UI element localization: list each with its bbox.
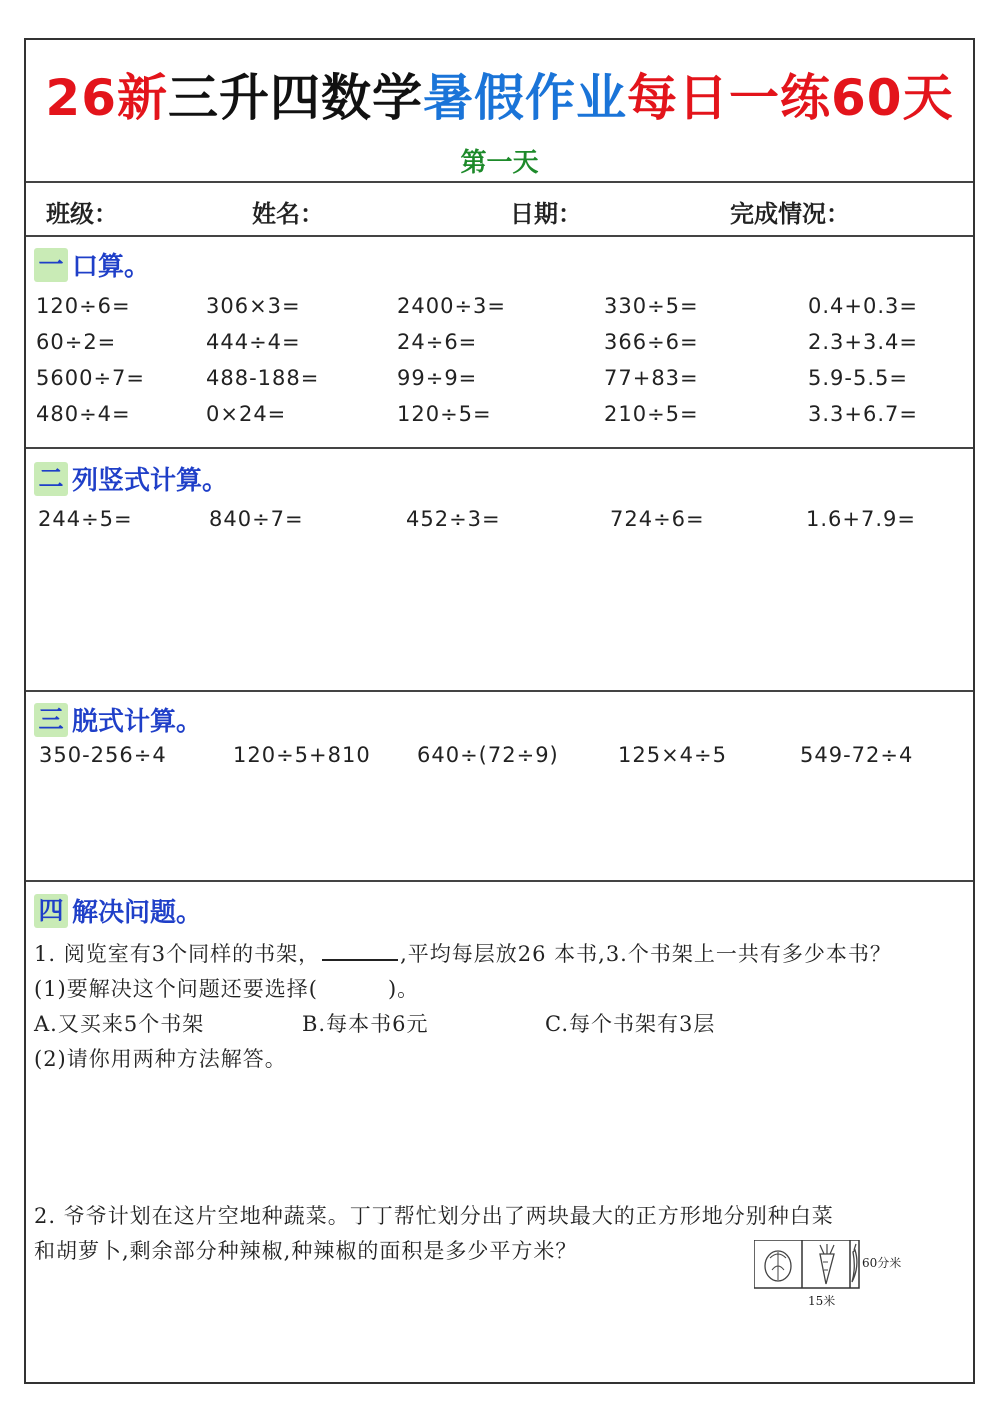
vertical-calc-item: 1.6+7.9=	[806, 507, 916, 531]
section-title: 解决问题。	[72, 898, 203, 928]
section-1-header	[34, 246, 150, 283]
step-calc-item: 125×4÷5	[618, 743, 727, 767]
name-label: 姓名：	[252, 200, 324, 228]
section-2-header	[34, 460, 228, 497]
field-diagram	[754, 1240, 944, 1310]
cabbage-icon	[765, 1251, 791, 1281]
oral-calc-item: 120÷5=	[397, 402, 492, 426]
problem-1-part-a: 1. 阅览室有3个同样的书架，	[34, 942, 321, 966]
date-label: 日期：	[510, 200, 582, 228]
option-c: C.每个书架有3层	[545, 1012, 716, 1036]
oral-calc-item: 0.4+0.3=	[808, 294, 918, 318]
title-part-4: 每日一练60天	[627, 69, 954, 127]
oral-calc-item: 480÷4=	[36, 402, 131, 426]
option-a: A.又买来5个书架	[34, 1012, 205, 1036]
oral-calc-item: 3.3+6.7=	[808, 402, 918, 426]
oral-calc-item: 99÷9=	[397, 366, 478, 390]
section-number: 三	[34, 703, 68, 737]
bottom-length-label: 15米	[808, 1294, 836, 1308]
section-title: 列竖式计算。	[72, 466, 229, 496]
divider	[26, 235, 973, 237]
page-title	[26, 58, 973, 130]
divider	[26, 447, 973, 449]
oral-calc-item: 77+83=	[604, 366, 699, 390]
option-b: B.每本书6元	[302, 1012, 429, 1036]
step-calc-item: 120÷5+810	[233, 743, 371, 767]
answer-blank[interactable]	[322, 959, 398, 961]
worksheet	[24, 38, 975, 1384]
oral-calc-item: 210÷5=	[604, 402, 699, 426]
section-4-header	[34, 892, 202, 929]
divider	[26, 181, 973, 183]
oral-calc-item: 5600÷7=	[36, 366, 145, 390]
oral-calc-item: 60÷2=	[36, 330, 117, 354]
problem-1-sub-1	[34, 973, 419, 1003]
vertical-calc-item: 724÷6=	[610, 507, 705, 531]
oral-calc-item: 120÷6=	[36, 294, 131, 318]
oral-calc-item: 5.9-5.5=	[808, 366, 908, 390]
day-subtitle: 第一天	[460, 148, 539, 178]
problem-1-sub-2: (2)请你用两种方法解答。	[34, 1047, 287, 1071]
vertical-calc-item: 244÷5=	[38, 507, 133, 531]
oral-calc-item: 24÷6=	[397, 330, 478, 354]
side-length-label: 60分米	[862, 1256, 902, 1270]
step-calc-item: 549-72÷4	[800, 743, 914, 767]
section-number: 一	[34, 248, 68, 282]
section-number: 四	[34, 894, 68, 928]
class-label: 班级：	[46, 200, 118, 228]
sub-question-end: )。	[387, 977, 420, 1001]
oral-calc-item: 444÷4=	[206, 330, 301, 354]
problem-2-line-2: 和胡萝卜,剩余部分种辣椒,种辣椒的面积是多少平方米？	[34, 1239, 578, 1263]
chili-pepper-icon	[852, 1244, 857, 1282]
divider	[26, 690, 973, 692]
title-part-1: 26新	[45, 69, 168, 127]
problem-1-text	[34, 938, 892, 968]
problem-2-line-1: 2. 爷爷计划在这片空地种蔬菜。丁丁帮忙划分出了两块最大的正方形地分别种白菜	[34, 1204, 834, 1228]
oral-calc-item: 2.3+3.4=	[808, 330, 918, 354]
status-label: 完成情况：	[730, 200, 850, 228]
title-part-3: 暑假作业	[423, 69, 627, 127]
oral-calc-item: 330÷5=	[604, 294, 699, 318]
section-3-header	[34, 701, 202, 738]
vertical-calc-item: 452÷3=	[406, 507, 501, 531]
oral-calc-item: 2400÷3=	[397, 294, 506, 318]
section-number: 二	[34, 462, 68, 496]
oral-calc-item: 306×3=	[206, 294, 301, 318]
carrot-icon	[820, 1244, 834, 1284]
section-title: 口算。	[72, 252, 151, 282]
oral-calc-item: 0×24=	[206, 402, 287, 426]
sub-question-text: (1)要解决这个问题还要选择(	[34, 977, 318, 1001]
step-calc-item: 350-256÷4	[39, 743, 167, 767]
oral-calc-item: 366÷6=	[604, 330, 699, 354]
problem-1-part-b: ,平均每层放26 本书,3.个书架上一共有多少本书？	[400, 942, 892, 966]
title-part-2: 三升四数学	[168, 69, 423, 127]
step-calc-item: 640÷(72÷9)	[417, 743, 559, 767]
vertical-calc-item: 840÷7=	[209, 507, 304, 531]
divider	[26, 880, 973, 882]
oral-calc-item: 488-188=	[206, 366, 320, 390]
section-title: 脱式计算。	[72, 707, 203, 737]
